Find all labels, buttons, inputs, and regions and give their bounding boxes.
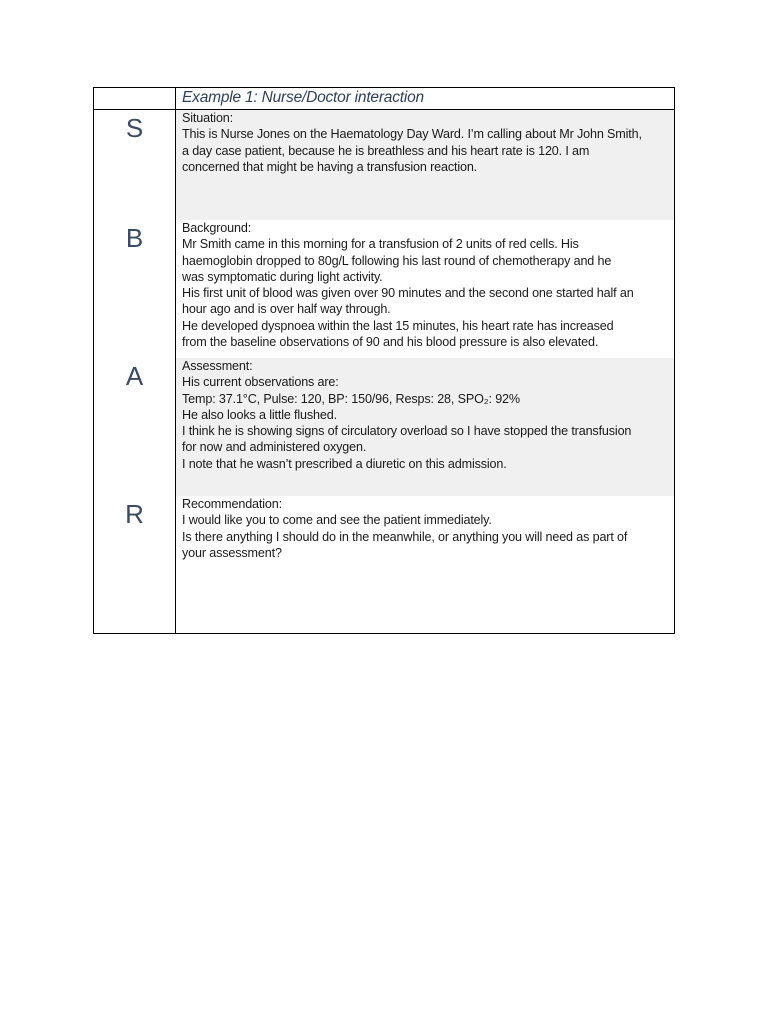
section-assessment: [94, 358, 674, 496]
section-letter-a: A: [125, 361, 144, 391]
content-line: His current observations are:: [182, 375, 339, 390]
section-letter-s: S: [125, 113, 144, 143]
sbar-table: [93, 87, 675, 634]
section-background: [94, 220, 674, 358]
section-content-recommendation: [182, 496, 668, 561]
section-recommendation: [94, 496, 674, 633]
content-line: He developed dyspnoea within the last 15 minutes, his heart rate has increased: [182, 318, 614, 333]
content-line: was symptomatic during light activity.: [182, 269, 383, 284]
section-content-assessment: [182, 358, 668, 472]
section-heading: Situation:: [182, 111, 234, 125]
content-line: This is Nurse Jones on the Haematology Day Ward. I’m calling about Mr John Smith,: [182, 127, 642, 142]
content-line: His first unit of blood was given over 90 minutes and the second one started half an: [182, 286, 634, 301]
section-heading: Background:: [182, 221, 252, 235]
content-line: from the baseline observations of 90 and his blood pressure is also elevated.: [182, 335, 599, 350]
content-line: I would like you to come and see the patient immediately.: [182, 513, 492, 528]
content-line: concerned that might be having a transfusion reaction.: [182, 159, 478, 174]
content-line: I think he is showing signs of circulatory overload so I have stopped the transfusion: [182, 424, 632, 439]
section-situation: [94, 110, 674, 220]
section-content-situation: [182, 110, 668, 175]
content-line: He also looks a little flushed.: [182, 407, 337, 422]
content-line: hour ago and is over half way through.: [182, 302, 391, 317]
section-letter-r: R: [125, 499, 144, 529]
section-heading: Recommendation:: [182, 497, 282, 511]
title-row: [94, 88, 674, 110]
content-line: haemoglobin dropped to 80g/L following his last round of chemotherapy and he: [182, 253, 612, 268]
section-letter-b: B: [125, 223, 144, 253]
table-title: Example 1: Nurse/Doctor interaction: [182, 89, 424, 106]
content-line: Temp: 37.1°C, Pulse: 120, BP: 150/96, Resps: 28, SPO₂: 92%: [182, 391, 520, 406]
column-divider: [175, 88, 176, 633]
content-line: Mr Smith came in this morning for a transfusion of 2 units of red cells. His: [182, 237, 579, 252]
section-heading: Assessment:: [182, 359, 253, 373]
content-line: I note that he wasn’t prescribed a diuretic on this admission.: [182, 456, 507, 471]
content-line: your assessment?: [182, 545, 282, 560]
content-line: a day case patient, because he is breathless and his heart rate is 120. I am: [182, 143, 590, 158]
section-content-background: [182, 220, 668, 350]
content-line: Is there anything I should do in the meanwhile, or anything you will need as part of: [182, 529, 628, 544]
content-line: for now and administered oxygen.: [182, 440, 367, 455]
